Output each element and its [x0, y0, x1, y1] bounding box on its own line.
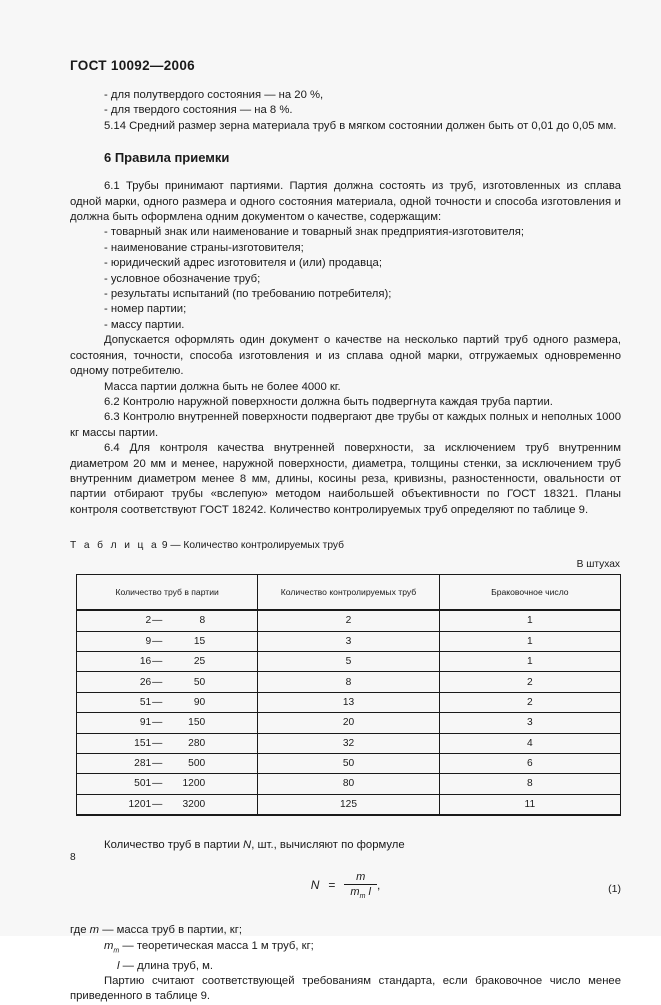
cell-controlled: 125 — [258, 794, 439, 815]
formula-equals: = — [328, 878, 336, 893]
range-dash: — — [152, 798, 163, 810]
range-high: 8 — [199, 615, 206, 627]
range-dash: — — [152, 758, 163, 770]
bullet-semi-hard-state: - для полутвердого состояния — на 20 %, — [104, 89, 324, 101]
conclusion-paragraph: Партию считают соответствующей требованиям стандарта, если браковочное число менее приведенного в таблице 9. — [70, 974, 621, 1003]
range-low: 281 — [134, 758, 152, 770]
range-low: 51 — [139, 696, 152, 708]
definition-l-text: — длина труб, м. — [119, 959, 214, 972]
table-row — [77, 692, 621, 712]
formula-lead-in-a: Количество труб в партии — [104, 839, 244, 852]
definition-m-var: m — [89, 924, 100, 937]
formula-expression — [70, 871, 621, 900]
formula-lhs: N — [310, 878, 320, 893]
mass-limit-paragraph: Масса партии должна быть не более 4000 кг. — [104, 380, 341, 393]
denominator-mass-var: m — [350, 886, 360, 899]
cell-reject: 1 — [439, 610, 620, 631]
cell-reject: 1 — [439, 631, 620, 651]
table-row — [77, 631, 621, 651]
cell-controlled: 2 — [258, 610, 439, 631]
cell-controlled: 5 — [258, 651, 439, 671]
requirement-item: - номер партии; — [104, 303, 187, 316]
range-low: 1201 — [128, 798, 152, 810]
table-row — [77, 651, 621, 671]
requirement-item: - условное обозначение труб; — [104, 272, 261, 285]
formula-comma: , — [376, 878, 381, 893]
range-high: 25 — [193, 656, 206, 668]
clause-6-3: 6.3 Контролю внутренней поверхности подвергают две трубы от каждых полных и неполных 1000 кг массы партии. — [70, 411, 621, 439]
cell-lot-range — [77, 672, 258, 692]
bullet-hard-state: - для твердого состояния — на 8 %. — [104, 104, 293, 117]
cell-lot-range — [77, 692, 258, 712]
denominator-mass-subscript: т — [359, 893, 366, 901]
cell-reject: 4 — [439, 733, 620, 753]
definition-l — [70, 959, 621, 974]
table-caption — [70, 540, 621, 551]
cell-controlled: 8 — [258, 672, 439, 692]
table-header-row — [77, 575, 621, 611]
clause-6-2: 6.2 Контролю наружной поверхности должна быть подвергнута каждая труба партии. — [104, 395, 553, 408]
cell-reject: 11 — [439, 794, 620, 815]
formula-lead-in — [70, 838, 621, 853]
range-dash: — — [152, 656, 163, 668]
allowance-paragraph: Допускается оформлять один документ о качестве на несколько партий труб одного размера, состояния, точности, способа изготовления и из сплава одной марки, отгружаемых одновременно одному потребителю. — [70, 334, 621, 378]
document-body — [70, 88, 621, 1005]
range-high: 500 — [188, 758, 206, 770]
table-row — [77, 610, 621, 631]
formula-denominator — [344, 884, 377, 900]
cell-reject: 1 — [439, 651, 620, 671]
cell-reject: 3 — [439, 713, 620, 733]
formula-lead-in-var: N — [243, 839, 252, 852]
cell-lot-range — [77, 794, 258, 815]
range-dash: — — [152, 696, 163, 708]
cell-controlled: 32 — [258, 733, 439, 753]
range-high: 280 — [188, 737, 206, 749]
cell-lot-range — [77, 713, 258, 733]
cell-controlled: 50 — [258, 753, 439, 773]
column-header-controlled-count: Количество контролируемых труб — [258, 575, 439, 611]
cell-controlled: 13 — [258, 692, 439, 712]
clause-5-14: 5.14 Средний размер зерна материала труб в мягком состоянии должен быть от 0,01 до 0,05 мм. — [104, 119, 617, 132]
range-low: 151 — [134, 737, 152, 749]
table-row — [77, 774, 621, 794]
cell-reject: 2 — [439, 692, 620, 712]
requirement-item: - массу партии. — [104, 318, 185, 331]
range-high: 1200 — [182, 778, 206, 790]
table-row — [77, 794, 621, 815]
column-header-reject-number: Браковочное число — [439, 575, 620, 611]
formula-number: (1) — [608, 883, 621, 896]
range-low: 9 — [145, 635, 152, 647]
cell-lot-range — [77, 733, 258, 753]
definition-mt-text: — теоретическая масса 1 м труб, кг; — [119, 939, 314, 952]
column-header-lot-size: Количество труб в партии — [77, 575, 258, 611]
range-high: 150 — [188, 717, 206, 729]
range-high: 3200 — [182, 798, 206, 810]
range-dash: — — [152, 676, 163, 688]
cell-controlled: 3 — [258, 631, 439, 651]
range-low: 26 — [139, 676, 152, 688]
cell-lot-range — [77, 651, 258, 671]
cell-lot-range — [77, 610, 258, 631]
control-quantity-table — [76, 574, 621, 816]
formula-fraction — [344, 871, 377, 900]
formula-lead-in-b: , шт., вычисляют по формуле — [251, 839, 405, 852]
range-high: 90 — [193, 696, 206, 708]
clause-6-1: 6.1 Трубы принимают партиями. Партия должна состоять из труб, изготовленных из сплава одной марки, одного размера и одного состояния материала, одной точности и способа изготовления и должна быть оформлена одним документом о качестве, содержащим: — [70, 180, 621, 224]
table-row — [77, 733, 621, 753]
cell-controlled: 20 — [258, 713, 439, 733]
formula-numerator: m — [356, 871, 366, 884]
requirement-item: - юридический адрес изготовителя и (или) продавца; — [104, 257, 382, 270]
definition-l-var: l — [117, 959, 120, 972]
requirement-item: - товарный знак или наименование и товарный знак предприятия-изготовителя; — [104, 226, 525, 239]
requirement-item: - результаты испытаний (по требованию потребителя); — [104, 288, 392, 301]
requirement-item: - наименование страны-изготовителя; — [104, 241, 304, 254]
range-low: 2 — [145, 615, 152, 627]
cell-reject: 6 — [439, 753, 620, 773]
where-label: где — [70, 924, 90, 937]
formula-block — [70, 869, 621, 909]
cell-reject: 8 — [439, 774, 620, 794]
range-low: 16 — [139, 656, 152, 668]
denominator-length-var: l — [368, 886, 371, 899]
table-row — [77, 672, 621, 692]
page-number: 8 — [70, 852, 76, 863]
cell-lot-range — [77, 774, 258, 794]
range-high: 15 — [193, 635, 206, 647]
definition-mt-subscript: т — [113, 947, 120, 955]
table-caption-text: 9 — Количество контролируемых труб — [159, 540, 344, 552]
table-caption-label: Т а б л и ц а — [70, 540, 160, 552]
table-body — [77, 610, 621, 815]
table-units-label: В штухах — [576, 559, 620, 571]
definition-m — [70, 923, 621, 938]
document-header: ГОСТ 10092—2006 — [70, 58, 195, 73]
formula-definitions — [70, 923, 621, 1004]
clause-6-4: 6.4 Для контроля качества внутренней поверхности, за исключением труб внутренним диаметром 20 мм и менее, наружной поверхности, диаметра, толщины стенки, за исключением труб внутренним диаметром менее 8 мм, длины, косины реза, кривизны, разностенности, овальности от партии отбирают трубы «вслепую» методом наибольшей объективности по ГОСТ 18321. Планы контроля соответствуют ГОСТ 18242. Количество контролируемых труб определяют по таблице 9. — [70, 442, 621, 516]
definition-mt-var: m — [104, 939, 114, 952]
definition-mt — [70, 939, 621, 959]
section-heading-6: 6 Правила приемки — [104, 150, 230, 166]
cell-reject: 2 — [439, 672, 620, 692]
definition-m-text: — масса труб в партии, кг; — [99, 924, 242, 937]
range-dash: — — [152, 635, 163, 647]
range-low: 501 — [134, 778, 152, 790]
cell-controlled: 80 — [258, 774, 439, 794]
range-high: 50 — [193, 676, 206, 688]
cell-lot-range — [77, 631, 258, 651]
table-row — [77, 753, 621, 773]
range-low: 91 — [139, 717, 152, 729]
range-dash: — — [152, 737, 163, 749]
range-dash: — — [152, 615, 163, 627]
cell-lot-range — [77, 753, 258, 773]
range-dash: — — [152, 778, 163, 790]
range-dash: — — [152, 717, 163, 729]
table-row — [77, 713, 621, 733]
